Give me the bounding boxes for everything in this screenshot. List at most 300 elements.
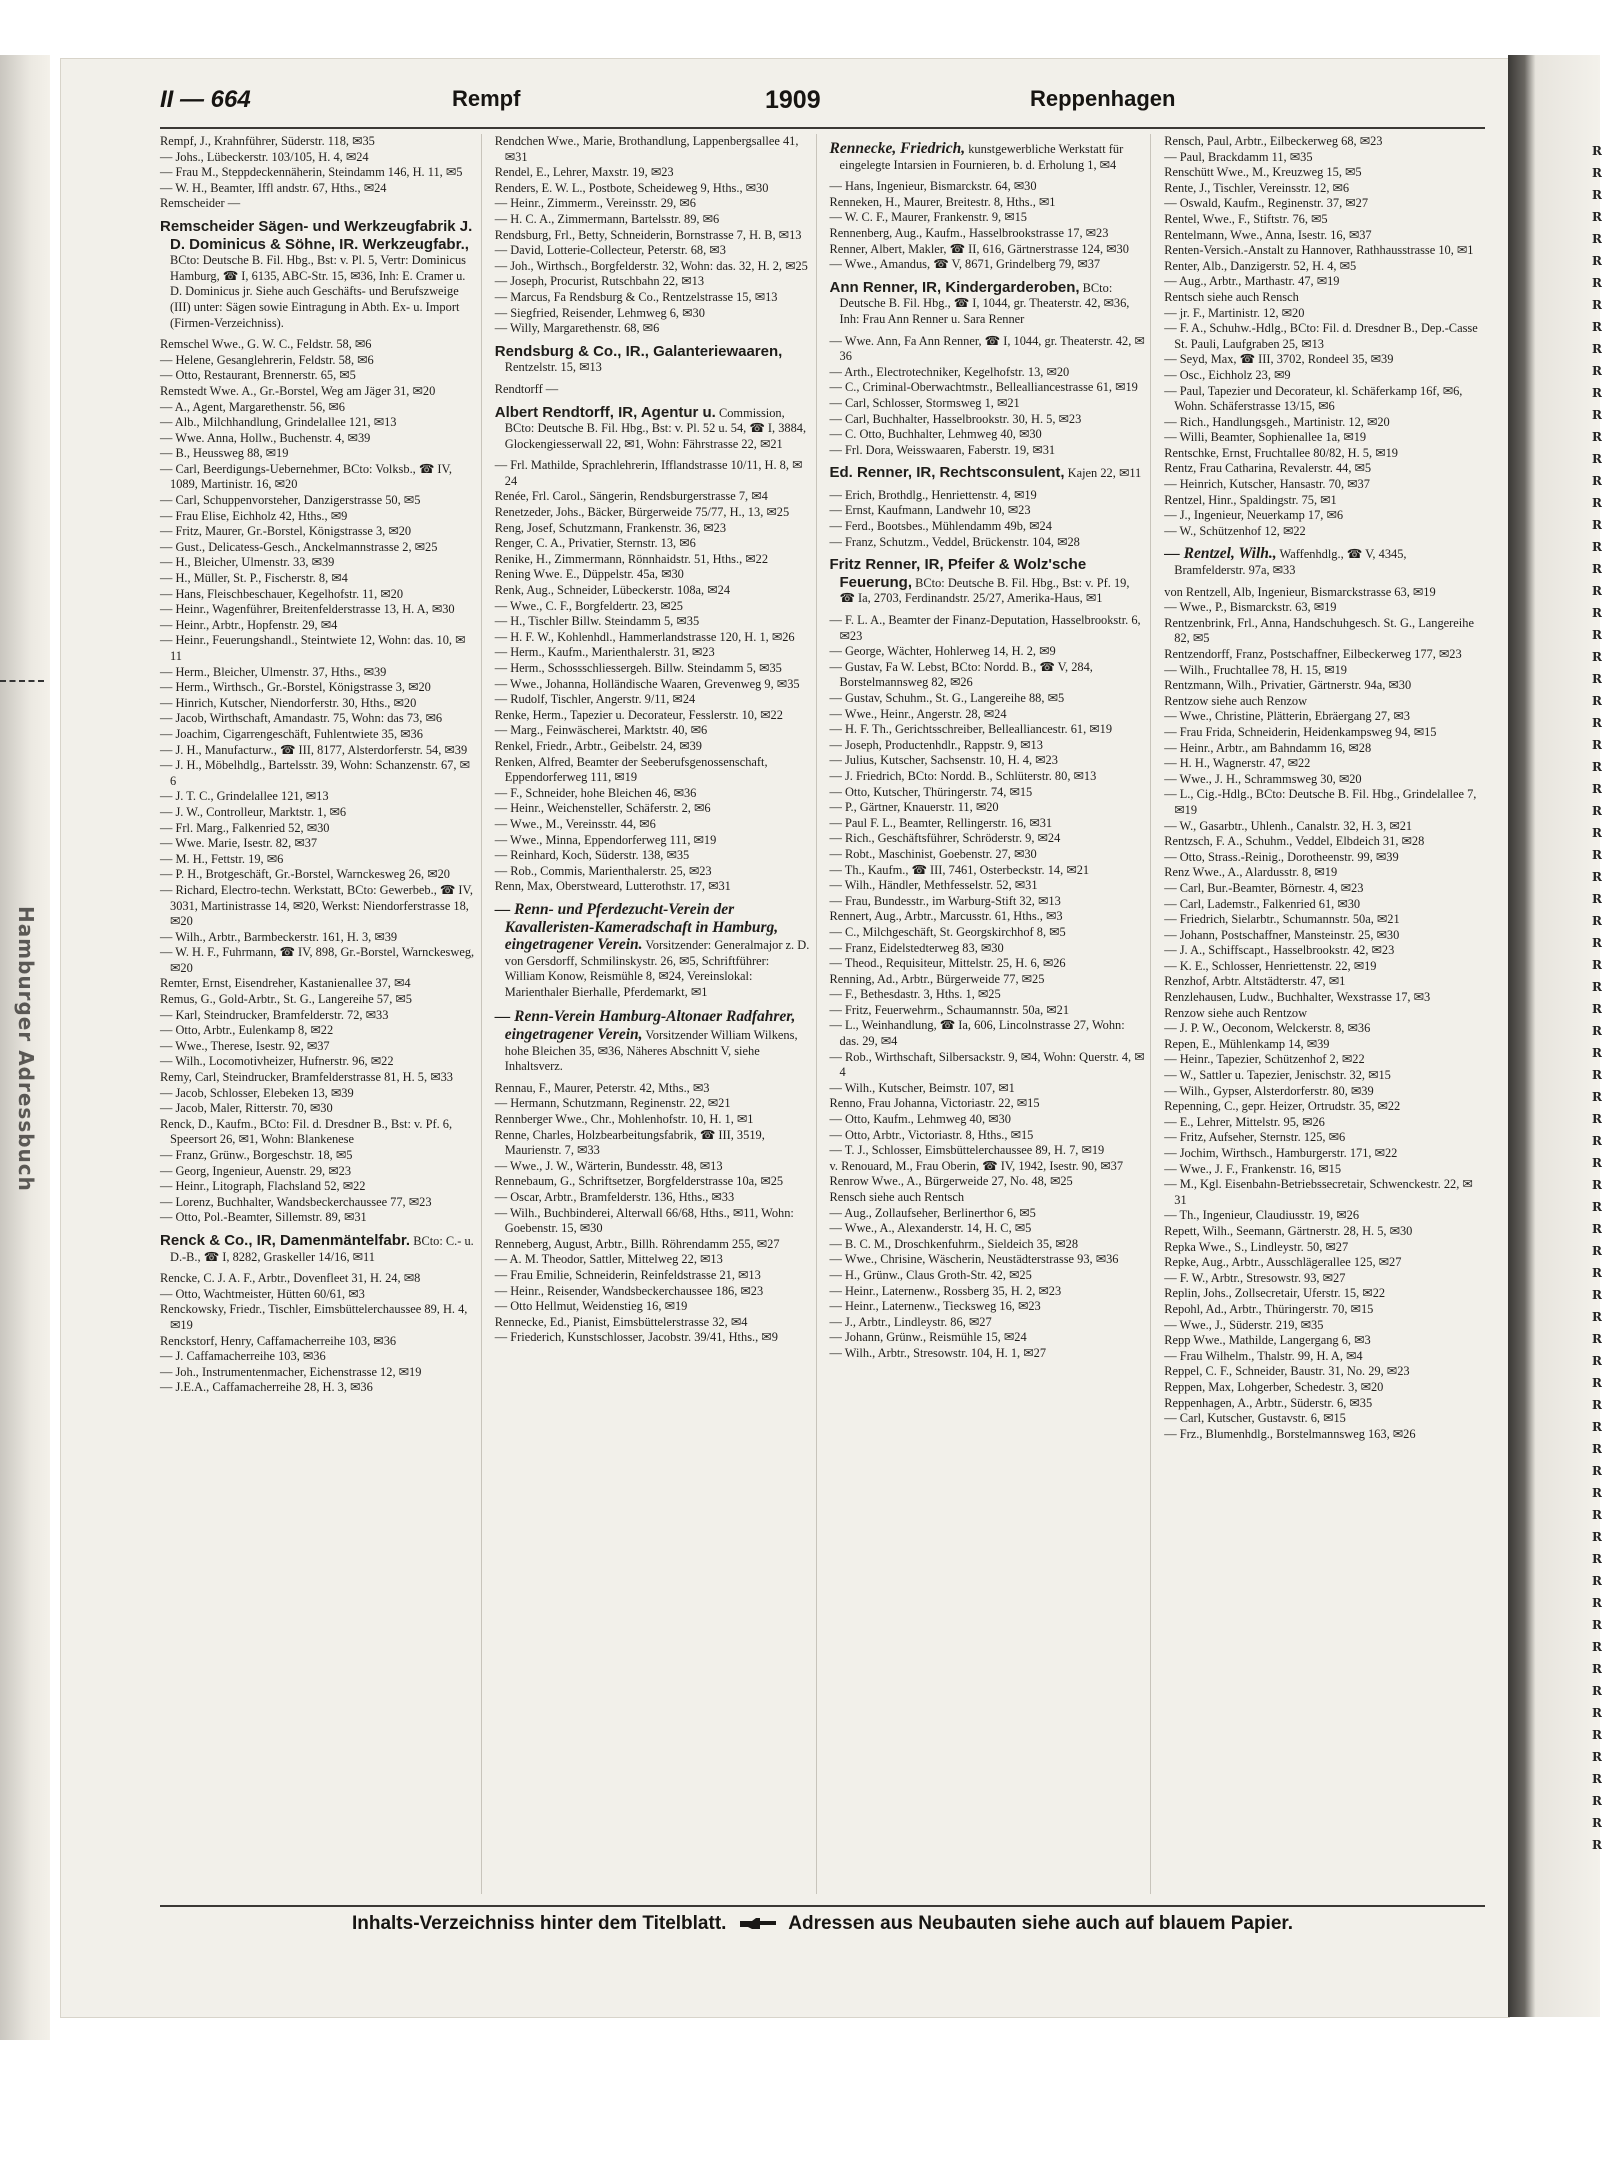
directory-entry: Renz Wwe., A., Alardusstr. 8, ✉19: [1164, 865, 1338, 880]
directory-entry: Renrow Wwe., A., Bürgerweide 27, No. 48, ✉25: [829, 1174, 1073, 1189]
footer-new-buildings-note: Adressen aus Neubauten siehe auch auf blauem Papier.: [788, 1913, 1294, 1934]
directory-entry: — Wwe. Marie, Isestr. 82, ✉37: [160, 836, 318, 851]
directory-entry: — H., Tischler Billw. Steindamm 5, ✉35: [494, 614, 700, 629]
directory-entry: Rennecke, Ed., Pianist, Eimsbüttelerstrasse 32, ✉4: [494, 1314, 748, 1329]
directory-entry: Renée, Frl. Carol., Sängerin, Rendsburgerstrasse 7, ✉4: [494, 489, 768, 504]
directory-entry: — Rich., Geschäftsführer, Schröderstr. 9, ✉24: [829, 831, 1061, 846]
directory-entry: — Th., Kaufm., ☎ III, 7461, Osterbeckstr. 14, ✉21: [829, 862, 1090, 877]
firm-advertisement: [160, 216, 476, 333]
directory-entry: Renneberg, August, Arbtr., Billh. Röhrendamm 255, ✉27: [494, 1236, 780, 1251]
directory-entry: — Willi, Beamter, Sophienallee 1a, ✉19: [1164, 430, 1367, 445]
directory-entry: — Otto, Strass.-Reinig., Dorotheenstr. 99, ✉39: [1164, 849, 1399, 864]
firm-name: Ann Renner, IR, Kindergarderoben,: [829, 278, 1080, 296]
directory-entry: — Carl, Kutscher, Gustavstr. 6, ✉15: [1164, 1411, 1346, 1426]
directory-entry: — Carl, Schuppenvorsteher, Danzigerstrasse 50, ✉5: [160, 493, 421, 508]
firm-details: BCto: C.- u. D.-B., ☎ I, 8282, Graskeller 14/16, ✉11: [170, 1233, 474, 1264]
directory-entry: — Johann, Postschaffner, Mansteinstr. 25, ✉30: [1164, 927, 1400, 942]
firm-advertisement: [830, 554, 1146, 609]
directory-entry: — Paul, Brackdamm 11, ✉35: [1164, 149, 1313, 164]
spine-label: Hamburger Adressbuch: [14, 906, 38, 1192]
directory-entry: Renetzeder, Johs., Bäcker, Bürgerweide 75/77, H., 13, ✉25: [494, 505, 790, 520]
directory-entry: — Seyd, Max, ☎ III, 3702, Rondeel 35, ✉39: [1164, 352, 1394, 367]
directory-entry: — Frau Emilie, Schneiderin, Reinfeldstrasse 21, ✉13: [494, 1267, 761, 1282]
firm-name: — Renn- und Pferdezucht-Verein der Kavalleristen-Kameradschaft in Hamburg, eingetragener Verein.: [494, 900, 779, 954]
directory-entry: — Wwe., J. F., Frankenstr. 16, ✉15: [1164, 1161, 1342, 1176]
directory-entry: Rendtorff —: [494, 381, 559, 396]
directory-entry: — F., Bethesdastr. 3, Hths. 1, ✉25: [829, 987, 1001, 1002]
directory-entry: — Hinrich, Kutscher, Niendorferstr. 30, Hths., ✉20: [160, 695, 417, 710]
directory-entry: — Franz, Schutzm., Veddel, Brückenstr. 104, ✉28: [829, 534, 1080, 549]
directory-entry: — Aug., Arbtr., Marthastr. 47, ✉19: [1164, 274, 1340, 289]
directory-entry: Rentzmann, Wilh., Privatier, Gärtnerstr. 94a, ✉30: [1164, 678, 1412, 693]
directory-columns: [160, 134, 1485, 1894]
directory-entry: Renke, Herm., Tapezier u. Decorateur, Fesslerstr. 10, ✉22: [494, 707, 783, 722]
directory-entry: — Wwe., C. F., Borgfeldertr. 23, ✉25: [494, 598, 683, 613]
directory-entry: Replin, Johs., Zollsecretair, Uferstr. 15, ✉22: [1164, 1286, 1386, 1301]
directory-entry: — F. L. A., Beamter der Finanz-Deputation, Hasselbrookstr. 6, ✉23: [829, 613, 1141, 643]
directory-entry: — K. E., Schlosser, Henriettenstr. 22, ✉19: [1164, 958, 1377, 973]
directory-entry: Renck, D., Kaufm., BCto: Fil. d. Dresdner B., Bst: v. Pf. 6, Speersort 26, ✉1, Wohn: Blankenese: [160, 1116, 453, 1147]
directory-entry: — Wilh., Händler, Methfesselstr. 52, ✉31: [829, 878, 1038, 893]
directory-entry: — W. H. F., Fuhrmann, ☎ IV, 898, Gr.-Borstel, Warnckesweg, ✉20: [160, 945, 475, 975]
running-header: [160, 86, 1485, 122]
directory-entry: — Rich., Handlungsgeh., Martinistr. 12, ✉20: [1164, 414, 1390, 429]
directory-entry: Remus, G., Gold-Arbtr., St. G., Langereihe 57, ✉5: [160, 992, 412, 1007]
directory-entry: — Joachim, Cigarrengeschäft, Fuhlentwiete 35, ✉36: [160, 726, 423, 741]
directory-entry: Rentschke, Ernst, Fruchtallee 80/82, H. 5, ✉19: [1164, 445, 1398, 460]
directory-entry: — Joseph, Productenhdlr., Rappstr. 9, ✉13: [829, 737, 1043, 752]
directory-entry: Rentel, Wwe., F., Stiftstr. 76, ✉5: [1164, 211, 1328, 226]
last-entry-name: Reppenhagen: [1030, 86, 1176, 111]
directory-entry: — Robt., Maschinist, Goebenstr. 27, ✉30: [829, 846, 1037, 861]
directory-entry: — L., Weinhandlung, ☎ Ia, 606, Lincolnstrasse 27, Wohn: das. 29, ✉4: [829, 1018, 1125, 1049]
directory-entry: — Heinr., Arbtr., am Bahndamm 16, ✉28: [1164, 740, 1372, 755]
directory-year: 1909: [765, 86, 821, 114]
directory-entry: — Willy, Margarethenstr. 68, ✉6: [494, 321, 660, 336]
firm-details: Vorsitzender William Wilkens, hohe Bleichen 35, ✉36, Näheres Abschnitt V, siehe Inhaltsverz.: [504, 1028, 798, 1074]
directory-entry: — Frau Wilhelm., Thalstr. 99, H. A, ✉4: [1164, 1348, 1363, 1363]
directory-entry: Rendel, E., Lehrer, Maxstr. 19, ✉23: [494, 165, 674, 180]
directory-entry: — W., Gasarbtr., Uhlenh., Canalstr. 32, H. 3, ✉21: [1164, 818, 1413, 833]
directory-entry: — Heinr., Reisender, Wandsbeckerchaussee 186, ✉23: [494, 1283, 764, 1298]
page-footer: [160, 1905, 1485, 1943]
directory-entry: v. Renouard, M., Frau Oberin, ☎ IV, 1942, Isestr. 90, ✉37: [829, 1158, 1124, 1173]
firm-name: — Rentzel, Wilh.,: [1164, 545, 1277, 563]
directory-entry: — Otto, Wachtmeister, Hütten 60/61, ✉3: [160, 1286, 365, 1301]
directory-entry: — Frau M., Steppdeckennäherin, Steindamm 146, H. 11, ✉5: [160, 165, 463, 180]
directory-entry: Renschütt Wwe., M., Kreuzweg 15, ✉5: [1164, 165, 1362, 180]
directory-entry: — Heinr., Arbtr., Hopfenstr. 29, ✉4: [160, 617, 338, 632]
directory-entry: — H., Bleicher, Ulmenstr. 33, ✉39: [160, 555, 335, 570]
directory-entry: Renner, Albert, Makler, ☎ II, 616, Gärtnerstrasse 124, ✉30: [829, 241, 1129, 256]
directory-entry: — Frau Frida, Schneiderin, Heidenkampsweg 94, ✉15: [1164, 724, 1437, 739]
directory-entry: — Gust., Delicatess-Gesch., Anckelmannstrasse 2, ✉25: [160, 539, 438, 554]
firm-advertisement: [1164, 543, 1480, 580]
directory-entry: — Franz, Eidelstedterweg 83, ✉30: [829, 940, 1004, 955]
directory-entry: — C., Milchgeschäft, St. Georgskirchhof 8, ✉5: [829, 924, 1066, 939]
directory-entry: — Wilh., Fruchtallee 78, H. 15, ✉19: [1164, 662, 1348, 677]
directory-entry: — B. C. M., Droschkenfuhrm., Sieldeich 35, ✉28: [829, 1236, 1079, 1251]
directory-entry: — Rudolf, Tischler, Angerstr. 9/11, ✉24: [494, 692, 696, 707]
directory-entry: — J. A., Schiffscapt., Hasselbrookstr. 42, ✉23: [1164, 943, 1395, 958]
directory-entry: Renders, E. W. L., Postbote, Scheideweg 9, Hths., ✉30: [494, 180, 769, 195]
directory-entry: Rensch, Paul, Arbtr., Eilbeckerweg 68, ✉23: [1164, 134, 1383, 148]
directory-entry: — H. F. Th., Gerichtsschreiber, Bellealliancestr. 61, ✉19: [829, 722, 1113, 737]
directory-entry: Renkel, Friedr., Arbtr., Geibelstr. 24, ✉39: [494, 738, 702, 753]
directory-entry: Renzow siehe auch Rentzow: [1164, 1005, 1308, 1020]
directory-entry: Repka Wwe., S., Lindleystr. 50, ✉27: [1164, 1239, 1349, 1254]
directory-entry: Rennau, F., Maurer, Peterstr. 42, Mths., ✉3: [494, 1080, 710, 1095]
directory-entry: — Lorenz, Buchhalter, Wandsbeckerchaussee 77, ✉23: [160, 1194, 432, 1209]
directory-entry: — Otto, Kutscher, Thüringerstr. 74, ✉15: [829, 784, 1033, 799]
directory-entry: — C., Criminal-Oberwachtmstr., Bellealliancestrasse 61, ✉19: [829, 380, 1138, 395]
directory-entry: Rening Wwe. E., Düppelstr. 45a, ✉30: [494, 567, 684, 582]
directory-entry: Remstedt Wwe. A., Gr.-Borstel, Weg am Jäger 31, ✉20: [160, 383, 436, 398]
directory-entry: Reppel, C. F., Schneider, Baustr. 31, No. 29, ✉23: [1164, 1364, 1410, 1379]
directory-entry: — F. A., Schuhw.-Hdlg., BCto: Fil. d. Dresdner B., Dep.-Casse St. Pauli, Laufgraben 25, ✉13: [1164, 321, 1478, 351]
directory-column-2: [495, 134, 817, 1894]
directory-entry: Renter, Alb., Danzigerstr. 52, H. 4, ✉5: [1164, 258, 1357, 273]
directory-entry: Rentsch siehe auch Rensch: [1164, 289, 1299, 304]
firm-advertisement: [160, 1230, 476, 1267]
directory-entry: Rentzel, Hinr., Spaldingstr. 75, ✉1: [1164, 492, 1337, 507]
directory-entry: — Hans, Ingenieur, Bismarckstr. 64, ✉30: [829, 179, 1037, 194]
firm-advertisement: [495, 402, 811, 455]
directory-entry: Renneken, H., Maurer, Breitestr. 8, Hths., ✉1: [829, 194, 1056, 209]
firm-advertisement: [495, 899, 811, 1003]
directory-entry: — Wwe., M., Vereinsstr. 44, ✉6: [494, 816, 656, 831]
directory-entry: Renten-Versich.-Anstalt zu Hannover, Rathhausstrasse 10, ✉1: [1164, 243, 1474, 258]
directory-entry: — Frl. Dora, Weisswaaren, Faberstr. 19, ✉31: [829, 442, 1056, 457]
directory-entry: — Heinr., Wagenführer, Breitenfelderstrasse 13, H. A, ✉30: [160, 602, 455, 617]
directory-entry: — Wwe., Minna, Eppendorferweg 111, ✉19: [494, 832, 717, 847]
directory-entry: — Heinr., Laternenw., Tiecksweg 16, ✉23: [829, 1299, 1041, 1314]
directory-entry: — Frau, Bundesstr., im Warburg-Stift 32, ✉13: [829, 893, 1061, 908]
directory-entry: Remscheider —: [160, 196, 241, 211]
directory-entry: Repett, Wilh., Seemann, Gärtnerstr. 28, H. 5, ✉30: [1164, 1223, 1413, 1238]
directory-entry: — H., Müller, St. P., Fischerstr. 8, ✉4: [160, 571, 348, 586]
directory-entry: — Rob., Wirthschaft, Silbersackstr. 9, ✉4, Wohn: Querstr. 4, ✉4: [829, 1049, 1145, 1080]
firm-details: Vorsitzender: Generalmajor z. D. von Gersdorff, Schmilinskystr. 26, ✉5, Schriftführer: William Konow, Reismühle 8, ✉24, Vereinslokal: Marienthaler Bierhalle, Pferdemarkt, ✉1: [504, 938, 810, 999]
directory-entry: — Carl, Bur.-Beamter, Börnestr. 4, ✉23: [1164, 880, 1364, 895]
directory-entry: — Heinrich, Kutscher, Hansastr. 70, ✉37: [1164, 477, 1370, 492]
directory-entry: — Wwe., Johanna, Holländische Waaren, Grevenweg 9, ✉35: [494, 676, 800, 691]
directory-entry: — Alb., Milchhandlung, Grindelallee 121, ✉13: [160, 415, 397, 430]
directory-entry: — Karl, Steindrucker, Bramfelderstr. 72, ✉33: [160, 1007, 389, 1022]
directory-entry: — Helene, Gesanglehrerin, Feldstr. 58, ✉6: [160, 352, 374, 367]
directory-entry: Rencke, C. J. A. F., Arbtr., Dovenfleet 31, H. 24, ✉8: [160, 1271, 421, 1286]
directory-entry: — Herm., Kaufm., Marienthalerstr. 31, ✉23: [494, 645, 715, 660]
directory-column-4: [1164, 134, 1485, 1894]
directory-entry: — J. W., Controlleur, Marktstr. 1, ✉6: [160, 804, 347, 819]
directory-entry: — Otto, Arbtr., Victoriastr. 8, Hths., ✉15: [829, 1127, 1034, 1142]
directory-entry: — Johs., Lübeckerstr. 103/105, H. 4, ✉24: [160, 149, 369, 164]
directory-entry: Renning, Ad., Arbtr., Bürgerweide 77, ✉25: [829, 971, 1045, 986]
directory-entry: Rentelmann, Wwe., Anna, Isestr. 16, ✉37: [1164, 227, 1372, 242]
directory-column-1: [160, 134, 482, 1894]
directory-entry: — P., Gärtner, Knauerstr. 11, ✉20: [829, 800, 999, 815]
directory-entry: — J., Ingenieur, Neuerkamp 17, ✉6: [1164, 508, 1344, 523]
directory-entry: Remy, Carl, Steindrucker, Bramfelderstrasse 81, H. 5, ✉33: [160, 1070, 453, 1085]
directory-entry: — M. H., Fettstr. 19, ✉6: [160, 851, 284, 866]
directory-entry: — Wilh., Arbtr., Stresowstr. 104, H. 1, ✉27: [829, 1345, 1047, 1360]
directory-entry: Repohl, Ad., Arbtr., Thüringerstr. 70, ✉15: [1164, 1301, 1374, 1316]
directory-entry: — Wwe., J. W., Wärterin, Bundesstr. 48, ✉13: [494, 1158, 723, 1173]
directory-entry: — J. T. C., Grindelallee 121, ✉13: [160, 789, 329, 804]
directory-entry: Renn, Max, Oberstweard, Lutterothstr. 17, ✉31: [494, 879, 731, 894]
directory-entry: — Wwe., J. H., Schrammsweg 30, ✉20: [1164, 771, 1362, 786]
directory-entry: — Carl, Schlosser, Stormsweg 1, ✉21: [829, 395, 1020, 410]
firm-details: BCto: Deutsche B. Fil. Hbg., Bst: v. Pf. 19, ☎ Ia, 2703, Ferdinandstr. 25/27, Amerika-Haus, ✉1: [839, 575, 1130, 606]
directory-entry: — Aug., Zollaufseher, Berlinerthor 6, ✉5: [829, 1205, 1036, 1220]
directory-entry: — J. H., Manufacturw., ☎ III, 8177, Alsterdorferstr. 54, ✉39: [160, 742, 468, 757]
directory-entry: — Wwe., P., Bismarckstr. 63, ✉19: [1164, 600, 1337, 615]
firm-name: Rendsburg & Co., IR., Galanteriewaaren,: [494, 342, 783, 360]
firm-name: Albert Rendtorff, IR, Agentur u.: [494, 403, 716, 421]
directory-entry: — Franz, Grünw., Borgeschstr. 18, ✉5: [160, 1148, 353, 1162]
directory-entry: — Paul F. L., Beamter, Rellingerstr. 16, ✉31: [829, 815, 1053, 830]
firm-details: BCto: Deutsche B. Fil. Hbg., ☎ I, 1044, gr. Theaterstr. 42, ✉36, Inh: Frau Ann Renner u. Sara Renner: [839, 280, 1130, 326]
directory-entry: — Otto, Kaufm., Lehmweg 40, ✉30: [829, 1112, 1011, 1127]
directory-entry: Rentzow siehe auch Renzow: [1164, 693, 1308, 708]
firm-name: Fritz Renner, IR, Pfeifer & Wolz'sche Feuerung,: [829, 556, 1087, 591]
directory-entry: — Heinr., Laternenw., Rossberg 35, H. 2, ✉23: [829, 1283, 1062, 1298]
directory-entry: — H. H., Wagnerstr. 47, ✉22: [1164, 756, 1311, 771]
directory-entry: — Fritz, Aufseher, Sternstr. 125, ✉6: [1164, 1130, 1346, 1145]
directory-entry: — Wwe., Chrisine, Wäscherin, Neustädterstrasse 93, ✉36: [829, 1252, 1119, 1267]
directory-entry: — Jacob, Wirthschaft, Amandastr. 75, Wohn: das 73, ✉6: [160, 711, 443, 726]
first-entry-name: Rempf: [452, 86, 521, 111]
directory-entry: Repp Wwe., Mathilde, Langergang 6, ✉3: [1164, 1333, 1371, 1348]
directory-entry: Rennenberg, Aug., Kaufm., Hasselbrookstrasse 17, ✉23: [829, 225, 1109, 240]
directory-entry: — A. M. Theodor, Sattler, Mittelweg 22, ✉13: [494, 1252, 723, 1267]
directory-entry: — Herm., Schossschliessergeh. Billw. Steindamm 5, ✉35: [494, 661, 782, 675]
directory-entry: — Wwe. Ann, Fa Ann Renner, ☎ I, 1044, gr. Theaterstr. 42, ✉36: [829, 333, 1145, 364]
directory-entry: — Friederich, Kunstschlosser, Jacobstr. 39/41, Hths., ✉9: [494, 1330, 778, 1345]
directory-entry: — L., Cig.-Hdlg., BCto: Deutsche B. Fil. Hbg., Grindelallee 7, ✉19: [1164, 787, 1477, 817]
directory-entry: — Hermann, Schutzmann, Reginenstr. 22, ✉21: [494, 1096, 731, 1111]
directory-entry: Renno, Frau Johanna, Victoriastr. 22, ✉15: [829, 1096, 1040, 1111]
directory-entry: — Otto, Restaurant, Brennerstr. 65, ✉5: [160, 368, 356, 383]
directory-entry: — Wilh., Buchbinderei, Alterwall 66/68, Hths., ✉11, Wohn: Goebenstr. 15, ✉30: [494, 1205, 794, 1236]
page-number: II — 664: [160, 86, 251, 113]
directory-entry: — M., Kgl. Eisenbahn-Betriebssecretair, Schwenckestr. 22, ✉31: [1164, 1177, 1473, 1207]
directory-entry: — George, Wächter, Hohlerweg 14, H. 2, ✉9: [829, 644, 1056, 659]
directory-entry: — Carl, Buchhalter, Hasselbrookstr. 30, H. 5, ✉23: [829, 411, 1082, 426]
firm-details: Rentzelstr. 15, ✉13: [504, 360, 602, 375]
directory-entry: — Heinr., Zimmerm., Vereinsstr. 29, ✉6: [494, 196, 696, 211]
directory-entry: — A., Agent, Margarethenstr. 56, ✉6: [160, 399, 345, 414]
directory-entry: — Joh., Wirthsch., Borgfelderstr. 32, Wohn: das. 32, H. 2, ✉25: [494, 258, 808, 273]
directory-entry: Rentzenbrink, Frl., Anna, Handschuhgesch. St. G., Langereihe 82, ✉5: [1164, 615, 1474, 646]
directory-entry: — Fritz, Feuerwehrm., Schaumannstr. 50a, ✉21: [829, 1002, 1070, 1017]
directory-entry: Renike, H., Zimmermann, Rönnhaidstr. 51, Hths., ✉22: [494, 551, 769, 566]
directory-entry: — Wilh., Gypser, Alsterdorferstr. 80, ✉39: [1164, 1083, 1374, 1098]
directory-entry: — J. P. W., Oeconom, Welckerstr. 8, ✉36: [1164, 1021, 1371, 1036]
directory-column-3: [830, 134, 1152, 1894]
directory-entry: Rentzsch, F. A., Schuhm., Veddel, Elbdeich 31, ✉28: [1164, 834, 1425, 849]
directory-entry: — Reinhard, Koch, Süderstr. 138, ✉35: [494, 848, 690, 863]
directory-entry: — Johann, Grünw., Reismühle 15, ✉24: [829, 1330, 1027, 1345]
directory-entry: Remschel Wwe., G. W. C., Feldstr. 58, ✉6: [160, 337, 372, 352]
firm-name: — Renn-Verein Hamburg-Altonaer Radfahrer, eingetragener Verein,: [494, 1008, 796, 1044]
directory-entry: — W., Schützenhof 12, ✉22: [1164, 523, 1306, 538]
directory-entry: Renckowsky, Friedr., Tischler, Eimsbüttelerchaussee 89, H. 4, ✉19: [160, 1302, 468, 1332]
directory-entry: — J. Caffamacherreihe 103, ✉36: [160, 1349, 326, 1364]
directory-entry: — Arth., Electrotechniker, Kegelhofstr. 13, ✉20: [829, 364, 1070, 379]
directory-entry: Renzhof, Arbtr. Altstädterstr. 47, ✉1: [1164, 974, 1346, 989]
directory-entry: Rensch siehe auch Rentsch: [829, 1190, 965, 1204]
directory-entry: — F., Schneider, hohe Bleichen 46, ✉36: [494, 785, 697, 800]
firm-name: Remscheider Sägen- und Werkzeugfabrik J. D. Dominicus & Söhne, IR. Werkzeugfabr.,: [160, 217, 473, 253]
directory-entry: — H. F. W., Kohlenhdl., Hammerlandstrasse 120, H. 1, ✉26: [494, 629, 795, 644]
firm-advertisement: [830, 277, 1146, 330]
directory-entry: — Gustav, Schuhm., St. G., Langereihe 88, ✉5: [829, 691, 1065, 705]
firm-name: Ed. Renner, IR, Rechtsconsulent,: [829, 464, 1065, 482]
directory-entry: Reppenhagen, A., Arbtr., Süderstr. 6, ✉35: [1164, 1395, 1373, 1410]
directory-entry: — Ferd., Bootsbes., Mühlendamm 49b, ✉24: [829, 519, 1052, 534]
directory-entry: Rendsburg, Frl., Betty, Schneiderin, Bornstrasse 7, H. B, ✉13: [494, 227, 802, 242]
directory-entry: — Jacob, Maler, Ritterstr. 70, ✉30: [160, 1101, 333, 1116]
firm-name: Renck & Co., IR, Damenmäntelfabr.: [160, 1231, 411, 1249]
directory-entry: — Wwe., Amandus, ☎ V, 8671, Grindelberg 79, ✉37: [829, 257, 1101, 272]
directory-entry: — H., Grünw., Claus Groth-Str. 42, ✉25: [829, 1267, 1032, 1282]
next-page-edge-letters: R R R R R R R R R R R R R R R R R R R R R R R R R R R R R R R R R R R R R R R R R R R R R R R R R R R R R R R R R R R R R R R R R R R R R R R R R R R R R R: [1592, 144, 1602, 1852]
directory-entry: — Frz., Blumenhdlg., Borstelmannsweg 163, ✉26: [1164, 1426, 1416, 1441]
directory-entry: — W. H., Beamter, Iffl andstr. 67, Hths., ✉24: [160, 180, 387, 195]
directory-entry: Rente, J., Tischler, Vereinsstr. 12, ✉6: [1164, 180, 1350, 195]
directory-entry: — David, Lotterie-Collecteur, Peterstr. 68, ✉3: [494, 243, 726, 258]
directory-entry: — Frau Elise, Eichholz 42, Hths., ✉9: [160, 508, 348, 523]
directory-entry: — Frl. Mathilde, Sprachlehrerin, Ifflandstrasse 10/11, H. 8, ✉24: [494, 458, 803, 488]
directory-entry: — Wwe., Therese, Isestr. 92, ✉37: [160, 1038, 330, 1053]
directory-entry: Rendchen Wwe., Marie, Brothandlung, Lappenbergsallee 41, ✉31: [494, 134, 799, 164]
directory-entry: — B., Heussweg 88, ✉19: [160, 446, 289, 461]
directory-entry: — Wilh., Locomotivheizer, Hufnerstr. 96, ✉22: [160, 1054, 394, 1069]
directory-entry: — Wwe., J., Süderstr. 219, ✉35: [1164, 1317, 1324, 1332]
directory-entry: — J. H., Möbelhdlg., Bartelsstr. 39, Wohn: Schanzenstr. 67, ✉6: [160, 758, 470, 788]
directory-entry: — Marg., Feinwäscherei, Marktstr. 40, ✉6: [494, 723, 708, 738]
directory-entry: — Hans, Fleischbeschauer, Kegelhofstr. 11, ✉20: [160, 586, 404, 601]
directory-entry: — Th., Ingenieur, Claudiusstr. 19, ✉26: [1164, 1208, 1360, 1223]
firm-details: BCto: Deutsche B. Fil. Hbg., Bst: v. Pl. 5, Vertr: Dominicus Hamburg, ☎ I, 6135, ABC-Str. 15, ✉36, Inh: E. Cramer u. D. Dominicus jr. Siehe auch Geschäfts- und Berufszweige (III) unter: Sägen sowie Eintragung in Abth. Ex- u. Import (Firmen-Verzeichniss).: [170, 253, 467, 330]
directory-entry: — Paul, Tapezier und Decorateur, kl. Schäferkamp 16f, ✉6, Wohn. Schäferstrasse 13/15, ✉6: [1164, 383, 1463, 414]
directory-entry: — Julius, Kutscher, Sachsenstr. 10, H. 4, ✉23: [829, 753, 1058, 768]
directory-entry: Rentzendorff, Franz, Postschaffner, Eilbeckerweg 177, ✉23: [1164, 647, 1462, 661]
directory-entry: — Fritz, Maurer, Gr.-Borstel, Königstrasse 3, ✉20: [160, 524, 412, 539]
directory-entry: Rennebaum, G., Schriftsetzer, Borgfelderstrasse 10a, ✉25: [494, 1174, 784, 1189]
directory-entry: Repen, E., Mühlenkamp 14, ✉39: [1164, 1036, 1330, 1051]
pointing-hand-icon: [738, 1916, 778, 1932]
firm-advertisement: [495, 341, 811, 378]
directory-entry: Rentz, Frau Catharina, Revalerstr. 44, ✉5: [1164, 461, 1372, 476]
directory-entry: — Wilh., Kutscher, Beimstr. 107, ✉1: [829, 1080, 1015, 1095]
directory-entry: Reng, Josef, Schutzmann, Frankenstr. 36, ✉23: [494, 520, 727, 535]
directory-entry: — J.E.A., Caffamacherreihe 28, H. 3, ✉36: [160, 1380, 373, 1395]
directory-entry: — Friedrich, Sielarbtr., Schumannstr. 50a, ✉21: [1164, 912, 1400, 927]
directory-entry: — Wilh., Arbtr., Barmbeckerstr. 161, H. 3, ✉39: [160, 929, 398, 944]
firm-name: Rennecke, Friedrich,: [829, 140, 966, 157]
directory-entry: — Marcus, Fa Rendsburg & Co., Rentzelstrasse 15, ✉13: [494, 289, 778, 304]
directory-entry: Renckstorf, Henry, Caffamacherreihe 103, ✉36: [160, 1333, 397, 1348]
directory-entry: Rempf, J., Krahnführer, Süderstr. 118, ✉35: [160, 134, 375, 148]
directory-entry: — Erich, Brothdlg., Henriettenstr. 4, ✉19: [829, 487, 1037, 502]
firm-details: Kajen 22, ✉11: [1067, 466, 1142, 481]
directory-entry: — Theod., Requisiteur, Mittelstr. 25, H. 6, ✉26: [829, 956, 1066, 971]
directory-entry: — Wwe. Anna, Hollw., Buchenstr. 4, ✉39: [160, 430, 371, 445]
directory-entry: — Richard, Electro-techn. Werkstatt, BCto: Gewerbeb., ☎ IV, 3031, Martinistrasse 14, ✉20, Werkst: Niendorferstrasse 18, ✉20: [160, 882, 473, 929]
directory-entry: — Heinr., Litograph, Flachsland 52, ✉22: [160, 1179, 366, 1194]
directory-entry: — Georg, Ingenieur, Auenstr. 29, ✉23: [160, 1163, 352, 1178]
directory-entry: — Joseph, Procurist, Rutschbahn 22, ✉13: [494, 274, 705, 289]
directory-entry: — W., Sattler u. Tapezier, Jenischstr. 32, ✉15: [1164, 1068, 1391, 1083]
directory-entry: — Joh., Instrumentenmacher, Eichenstrasse 12, ✉19: [160, 1364, 422, 1379]
directory-entry: — J. Friedrich, BCto: Nordd. B., Schlüterstr. 80, ✉13: [829, 768, 1097, 783]
directory-entry: — Carl, Lademstr., Falkenried 61, ✉30: [1164, 896, 1361, 911]
directory-entry: Renger, C. A., Privatier, Sternstr. 13, ✉6: [494, 536, 696, 551]
directory-entry: — Wwe., Heinr., Angerstr. 28, ✉24: [829, 706, 1007, 721]
directory-entry: — Heinr., Weichensteller, Schäferstr. 2, ✉6: [494, 801, 711, 816]
directory-entry: Renzlehausen, Ludw., Buchhalter, Wexstrasse 17, ✉3: [1164, 990, 1431, 1005]
directory-entry: — Otto, Pol.-Beamter, Sillemstr. 89, ✉31: [160, 1210, 367, 1225]
footer-index-note: Inhalts-Verzeichniss hinter dem Titelblatt.: [351, 1913, 727, 1934]
directory-entry: — Jochim, Wirthsch., Hamburgerstr. 171, ✉22: [1164, 1146, 1398, 1160]
next-page-edge: [1508, 55, 1600, 2017]
directory-entry: — Otto Hellmut, Weidenstieg 16, ✉19: [494, 1299, 688, 1314]
directory-entry: — Wwe., A., Alexanderstr. 14, H. C, ✉5: [829, 1221, 1032, 1236]
firm-details: Waffenhdlg., ☎ V, 4345, Bramfelderstr. 97a, ✉33: [1174, 547, 1407, 578]
binding-dashes: [0, 680, 44, 696]
directory-entry: — Oswald, Kaufm., Reginenstr. 37, ✉27: [1164, 196, 1369, 211]
directory-entry: Remter, Ernst, Eisendreher, Kastanienallee 37, ✉4: [160, 976, 411, 991]
header-rule: [160, 127, 1485, 129]
firm-details: kunstgewerbliche Werkstatt für eingelegte Intarsien in Fournieren, b. d. Erholung 1, ✉4: [839, 142, 1124, 172]
directory-entry: — jr. F., Martinistr. 12, ✉20: [1164, 305, 1305, 320]
directory-entry: Repenning, C., gepr. Heizer, Ortrudstr. 35, ✉22: [1164, 1099, 1401, 1114]
directory-entry: — Frl. Marg., Falkenried 52, ✉30: [160, 820, 330, 835]
directory-entry: Repke, Aug., Arbtr., Ausschlägerallee 125, ✉27: [1164, 1255, 1402, 1270]
directory-entry: — Heinr., Feuerungshandl., Steintwiete 12, Wohn: das. 10, ✉11: [160, 633, 466, 663]
directory-entry: Rennert, Aug., Arbtr., Marcusstr. 61, Hths., ✉3: [829, 909, 1063, 924]
directory-entry: — Herm., Wirthsch., Gr.-Borstel, Königstrasse 3, ✉20: [160, 680, 431, 695]
directory-entry: — F. W., Arbtr., Stresowstr. 93, ✉27: [1164, 1270, 1346, 1285]
directory-entry: von Rentzell, Alb, Ingenieur, Bismarckstrasse 63, ✉19: [1164, 584, 1436, 599]
directory-entry: — Oscar, Arbtr., Bramfelderstr. 136, Hths., ✉33: [494, 1190, 735, 1204]
directory-entry: — Osc., Eichholz 23, ✉9: [1164, 367, 1291, 382]
directory-entry: — E., Lehrer, Mittelstr. 95, ✉26: [1164, 1114, 1325, 1129]
directory-entry: — W. C. F., Maurer, Frankenstr. 9, ✉15: [829, 210, 1027, 225]
directory-entry: Renk, Aug., Schneider, Lübeckerstr. 108a, ✉24: [494, 583, 731, 598]
directory-entry: — C. Otto, Buchhalter, Lehmweg 40, ✉30: [829, 427, 1042, 442]
directory-entry: — Herm., Bleicher, Ulmenstr. 37, Hths., ✉39: [160, 664, 387, 679]
directory-entry: — Gustav, Fa W. Lebst, BCto: Nordd. B., ☎ V, 284, Borstelmannsweg 82, ✉26: [829, 659, 1093, 690]
directory-entry: — P. H., Brotgeschäft, Gr.-Borstel, Warnckesweg 26, ✉20: [160, 867, 450, 882]
directory-entry: — H. C. A., Zimmermann, Bartelsstr. 89, ✉6: [494, 211, 720, 226]
directory-entry: — Ernst, Kaufmann, Landwehr 10, ✉23: [829, 503, 1031, 518]
directory-entry: — T. J., Schlosser, Eimsbüttelerchaussee 89, H. 7, ✉19: [829, 1143, 1105, 1158]
firm-advertisement: [830, 462, 1146, 484]
firm-advertisement: [830, 138, 1146, 175]
firm-details: Commission, BCto: Deutsche B. Fil. Hbg., Bst: v. Pl. 52 u. 54, ☎ I, 3884, Glockengiesserwall 22, ✉1, Wohn: Fährstrasse 22, ✉21: [504, 405, 807, 451]
directory-entry: Renne, Charles, Holzbearbeitungsfabrik, ☎ III, 3519, Maurienstr. 7, ✉33: [494, 1127, 765, 1158]
directory-entry: — Wwe., Christine, Plätterin, Ebräergang 27, ✉3: [1164, 709, 1410, 724]
directory-entry: — Otto, Arbtr., Eulenkamp 8, ✉22: [160, 1023, 334, 1038]
directory-entry: — Jacob, Schlosser, Elebeken 13, ✉39: [160, 1085, 354, 1100]
directory-entry: Rennberger Wwe., Chr., Mohlenhofstr. 10, H. 1, ✉1: [494, 1112, 754, 1127]
directory-entry: — Siegfried, Reisender, Lehmweg 6, ✉30: [494, 305, 705, 320]
directory-entry: — J., Arbtr., Lindleystr. 86, ✉27: [829, 1314, 992, 1329]
directory-entry: Reppen, Max, Lohgerber, Schedestr. 3, ✉20: [1164, 1379, 1384, 1394]
